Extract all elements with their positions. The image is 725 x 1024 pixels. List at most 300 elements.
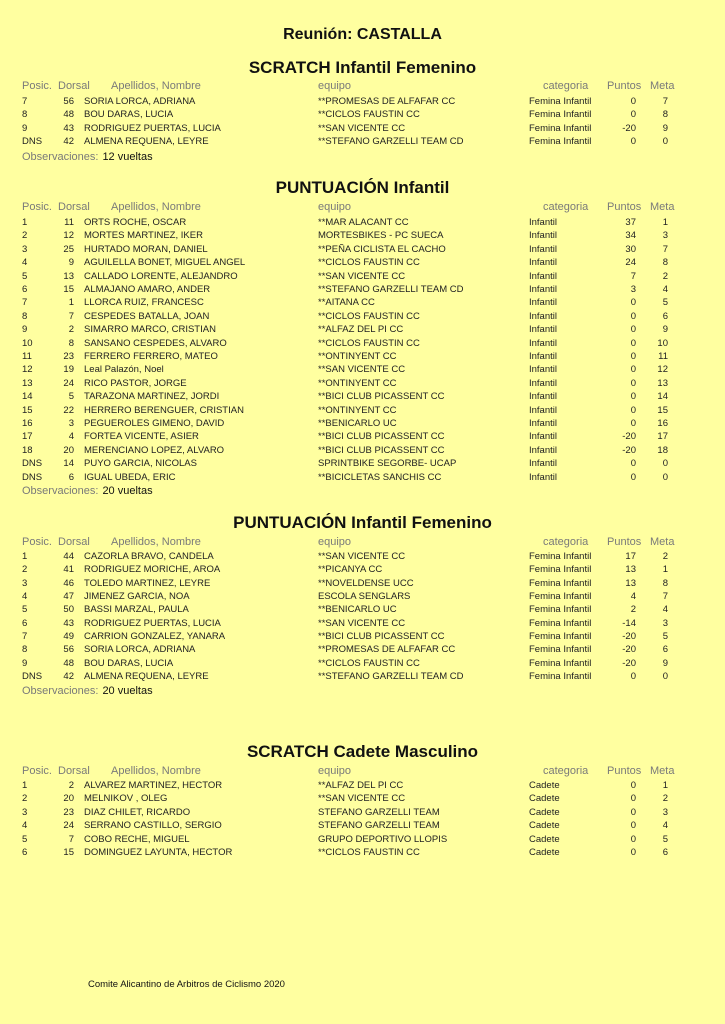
table-row bbox=[0, 631, 725, 644]
cell-cat: Femina Infantil bbox=[529, 109, 592, 121]
cell-team: **ALFAZ DEL PI CC bbox=[318, 324, 404, 336]
cell-pts: 13 bbox=[625, 564, 636, 576]
cell-pos: 10 bbox=[22, 337, 33, 349]
cell-dorsal: 2 bbox=[68, 324, 74, 336]
cell-pos: 9 bbox=[22, 324, 28, 336]
section-title: SCRATCH Infantil Femenino bbox=[248, 58, 477, 77]
cell-cat: Femina Infantil bbox=[529, 577, 592, 589]
cell-meta: 9 bbox=[662, 122, 668, 134]
cell-meta: 14 bbox=[657, 391, 668, 403]
cell-name: TARAZONA MARTINEZ, JORDI bbox=[84, 391, 220, 403]
header-meta: Meta bbox=[650, 536, 675, 548]
table-row bbox=[0, 297, 725, 310]
observations bbox=[22, 685, 153, 697]
cell-name: LLORCA RUIZ, FRANCESC bbox=[84, 297, 204, 309]
cell-team: **CICLOS FAUSTIN CC bbox=[318, 257, 420, 269]
cell-cat: Infantil bbox=[529, 404, 557, 416]
cell-meta: 9 bbox=[662, 324, 668, 336]
cell-pts: 17 bbox=[625, 551, 636, 562]
cell-pts: 0 bbox=[630, 96, 636, 107]
cell-dorsal: 42 bbox=[63, 135, 74, 147]
cell-pts: 0 bbox=[630, 391, 636, 403]
cell-name: BOU DARAS, LUCIA bbox=[84, 657, 174, 669]
header-team: equipo bbox=[318, 536, 352, 548]
cell-cat: Femina Infantil bbox=[529, 135, 592, 147]
observations-label: Observaciones: bbox=[22, 151, 99, 163]
cell-dorsal: 7 bbox=[68, 310, 74, 322]
cell-dorsal: 44 bbox=[63, 551, 74, 562]
cell-team: ESCOLA SENGLARS bbox=[318, 591, 411, 603]
cell-meta: 2 bbox=[662, 270, 668, 282]
cell-meta: 9 bbox=[662, 657, 668, 669]
cell-meta: 11 bbox=[658, 351, 668, 362]
cell-name: CAZORLA BRAVO, CANDELA bbox=[84, 551, 214, 562]
cell-meta: 12 bbox=[657, 364, 668, 376]
cell-pts: 0 bbox=[630, 780, 636, 791]
cell-pts: 0 bbox=[630, 404, 636, 416]
cell-pos: DNS bbox=[22, 135, 43, 147]
cell-team: **CICLOS FAUSTIN CC bbox=[318, 657, 420, 669]
cell-name: SERRANO CASTILLO, SERGIO bbox=[84, 820, 222, 832]
table-row bbox=[0, 671, 725, 684]
cell-dorsal: 46 bbox=[63, 577, 74, 589]
cell-cat: Infantil bbox=[529, 230, 557, 242]
section-title: PUNTUACIÓN Infantil bbox=[275, 178, 450, 197]
observations-label: Observaciones: bbox=[22, 485, 99, 497]
cell-cat: Infantil bbox=[529, 444, 557, 456]
table-row bbox=[0, 431, 725, 444]
cell-pts: 0 bbox=[630, 351, 636, 362]
cell-pos: DNS bbox=[22, 458, 43, 470]
cell-meta: 18 bbox=[657, 444, 668, 456]
cell-pos: 3 bbox=[22, 806, 28, 818]
cell-dorsal: 11 bbox=[64, 217, 74, 228]
cell-dorsal: 23 bbox=[63, 351, 74, 362]
cell-name: PEGUEROLES GIMENO, DAVID bbox=[84, 418, 225, 429]
table-row bbox=[0, 136, 725, 149]
cell-name: RODRIGUEZ MORICHE, AROA bbox=[84, 564, 221, 576]
table-row bbox=[0, 445, 725, 458]
observations-value: 20 vueltas bbox=[102, 685, 153, 697]
cell-name: MERENCIANO LOPEZ, ALVARO bbox=[84, 444, 225, 456]
cell-meta: 17 bbox=[657, 431, 668, 443]
cell-pos: 7 bbox=[22, 96, 28, 107]
cell-cat: Infantil bbox=[529, 391, 557, 403]
cell-cat: Femina Infantil bbox=[529, 551, 592, 562]
cell-cat: Infantil bbox=[529, 418, 557, 429]
cell-cat: Cadete bbox=[529, 820, 560, 832]
cell-name: JIMENEZ GARCIA, NOA bbox=[84, 591, 190, 603]
table-row bbox=[0, 217, 725, 230]
header-team: equipo bbox=[318, 201, 352, 213]
table-row bbox=[0, 551, 725, 564]
cell-team: GRUPO DEPORTIVO LLOPIS bbox=[318, 833, 448, 845]
cell-team: **BICI CLUB PICASSENT CC bbox=[318, 391, 445, 403]
cell-cat: Femina Infantil bbox=[529, 122, 592, 134]
cell-dorsal: 6 bbox=[68, 471, 74, 483]
cell-dorsal: 20 bbox=[63, 793, 74, 805]
cell-name: CALLADO LORENTE, ALEJANDRO bbox=[84, 270, 238, 282]
cell-pos: 3 bbox=[22, 577, 28, 589]
table-row bbox=[0, 405, 725, 418]
cell-team: **ONTINYENT CC bbox=[318, 404, 397, 416]
cell-dorsal: 13 bbox=[63, 270, 74, 282]
cell-team: **SAN VICENTE CC bbox=[318, 270, 406, 282]
cell-meta: 2 bbox=[662, 793, 668, 805]
table-row bbox=[0, 378, 725, 391]
cell-dorsal: 56 bbox=[63, 644, 74, 656]
cell-dorsal: 2 bbox=[68, 780, 74, 791]
header-cat: categoria bbox=[543, 536, 589, 548]
table-row bbox=[0, 311, 725, 324]
cell-meta: 10 bbox=[657, 337, 668, 349]
cell-team: **SAN VICENTE CC bbox=[318, 793, 406, 805]
cell-pts: 0 bbox=[630, 471, 636, 483]
table-header bbox=[0, 80, 725, 93]
header-dorsal: Dorsal bbox=[58, 536, 90, 548]
cell-name: BOU DARAS, LUCIA bbox=[84, 109, 174, 121]
table-row bbox=[0, 458, 725, 471]
table-row bbox=[0, 591, 725, 604]
cell-pos: 2 bbox=[22, 793, 28, 805]
cell-team: MORTESBIKES - PC SUECA bbox=[318, 230, 444, 242]
header-name: Apellidos, Nombre bbox=[111, 201, 201, 213]
cell-meta: 5 bbox=[662, 833, 668, 845]
cell-cat: Infantil bbox=[529, 431, 557, 443]
header-pos: Posic. bbox=[22, 201, 52, 213]
cell-cat: Femina Infantil bbox=[529, 604, 592, 616]
cell-pos: 7 bbox=[22, 297, 28, 309]
cell-name: HURTADO MORAN, DANIEL bbox=[84, 243, 208, 255]
cell-meta: 3 bbox=[662, 230, 668, 242]
cell-dorsal: 7 bbox=[68, 833, 74, 845]
table-row bbox=[0, 96, 725, 109]
cell-cat: Infantil bbox=[529, 270, 557, 282]
cell-name: TOLEDO MARTINEZ, LEYRE bbox=[84, 577, 211, 589]
observations-value: 20 vueltas bbox=[102, 485, 153, 497]
header-name: Apellidos, Nombre bbox=[111, 80, 201, 92]
cell-dorsal: 14 bbox=[63, 458, 74, 470]
cell-pts: -14 bbox=[622, 617, 636, 629]
cell-meta: 7 bbox=[662, 591, 668, 603]
cell-pts: 0 bbox=[630, 820, 636, 832]
cell-name: SANSANO CESPEDES, ALVARO bbox=[84, 337, 227, 349]
header-pts: Puntos bbox=[607, 201, 642, 213]
cell-team: **AITANA CC bbox=[318, 297, 375, 309]
cell-pts: 0 bbox=[630, 297, 636, 309]
cell-meta: 5 bbox=[662, 631, 668, 643]
cell-pos: 8 bbox=[22, 310, 28, 322]
cell-meta: 16 bbox=[657, 418, 668, 429]
cell-pos: 18 bbox=[22, 444, 33, 456]
cell-pts: 24 bbox=[625, 257, 636, 269]
cell-dorsal: 47 bbox=[63, 591, 74, 603]
cell-team: **PICANYA CC bbox=[318, 564, 383, 576]
cell-name: AGUILELLA BONET, MIGUEL ANGEL bbox=[84, 257, 246, 269]
cell-pts: -20 bbox=[622, 657, 636, 669]
cell-dorsal: 15 bbox=[63, 284, 74, 295]
table-row bbox=[0, 564, 725, 577]
cell-pos: 8 bbox=[22, 109, 28, 121]
cell-team: **STEFANO GARZELLI TEAM CD bbox=[318, 135, 464, 147]
cell-cat: Femina Infantil bbox=[529, 631, 592, 643]
header-meta: Meta bbox=[650, 80, 675, 92]
cell-dorsal: 56 bbox=[63, 96, 74, 107]
cell-name: Leal Palazón, Noel bbox=[84, 364, 164, 376]
cell-dorsal: 24 bbox=[63, 377, 74, 389]
table-row bbox=[0, 230, 725, 243]
cell-pos: DNS bbox=[22, 671, 43, 683]
table-row bbox=[0, 834, 725, 847]
cell-name: RODRIGUEZ PUERTAS, LUCIA bbox=[84, 617, 221, 629]
header-pos: Posic. bbox=[22, 765, 52, 777]
cell-meta: 2 bbox=[662, 551, 668, 562]
cell-team: **MAR ALACANT CC bbox=[318, 217, 409, 228]
cell-team: **ONTINYENT CC bbox=[318, 351, 397, 362]
table-row bbox=[0, 338, 725, 351]
cell-dorsal: 9 bbox=[68, 257, 74, 269]
cell-name: IGUAL UBEDA, ERIC bbox=[84, 471, 176, 483]
cell-name: ALVAREZ MARTINEZ, HECTOR bbox=[84, 780, 223, 791]
cell-pts: 2 bbox=[630, 604, 636, 616]
cell-pts: 0 bbox=[630, 793, 636, 805]
cell-dorsal: 48 bbox=[63, 657, 74, 669]
cell-cat: Femina Infantil bbox=[529, 671, 592, 683]
table-header bbox=[0, 765, 725, 778]
cell-cat: Infantil bbox=[529, 351, 557, 362]
cell-meta: 4 bbox=[662, 284, 668, 295]
header-cat: categoria bbox=[543, 80, 589, 92]
cell-team: **BENICARLO UC bbox=[318, 418, 397, 429]
cell-pts: 0 bbox=[630, 364, 636, 376]
cell-name: ALMENA REQUENA, LEYRE bbox=[84, 135, 209, 147]
cell-team: **CICLOS FAUSTIN CC bbox=[318, 847, 420, 858]
cell-pts: 0 bbox=[630, 337, 636, 349]
header-pts: Puntos bbox=[607, 80, 642, 92]
table-row bbox=[0, 604, 725, 617]
cell-pos: 6 bbox=[22, 284, 28, 295]
cell-meta: 6 bbox=[662, 644, 668, 656]
table-row bbox=[0, 324, 725, 337]
cell-team: **PROMESAS DE ALFAFAR CC bbox=[318, 644, 456, 656]
cell-pos: 2 bbox=[22, 564, 28, 576]
cell-dorsal: 8 bbox=[68, 337, 74, 349]
cell-team: **SAN VICENTE CC bbox=[318, 122, 406, 134]
table-row bbox=[0, 472, 725, 485]
header-team: equipo bbox=[318, 765, 352, 777]
cell-pts: 30 bbox=[625, 243, 636, 255]
cell-team: **STEFANO GARZELLI TEAM CD bbox=[318, 671, 464, 683]
cell-cat: Infantil bbox=[529, 377, 557, 389]
cell-dorsal: 22 bbox=[63, 404, 74, 416]
cell-team: **PEÑA CICLISTA EL CACHO bbox=[318, 243, 446, 255]
cell-meta: 5 bbox=[662, 297, 668, 309]
cell-name: DOMINGUEZ LAYUNTA, HECTOR bbox=[84, 847, 233, 858]
cell-cat: Infantil bbox=[529, 243, 557, 255]
cell-pts: 0 bbox=[630, 310, 636, 322]
cell-team: **SAN VICENTE CC bbox=[318, 617, 406, 629]
cell-team: **BICI CLUB PICASSENT CC bbox=[318, 631, 445, 643]
cell-pos: 7 bbox=[22, 631, 28, 643]
cell-pts: -20 bbox=[622, 431, 636, 443]
cell-name: BASSI MARZAL, PAULA bbox=[84, 604, 189, 616]
table-row bbox=[0, 807, 725, 820]
header-dorsal: Dorsal bbox=[58, 201, 90, 213]
cell-pos: 4 bbox=[22, 591, 28, 603]
cell-dorsal: 20 bbox=[63, 444, 74, 456]
cell-team: STEFANO GARZELLI TEAM bbox=[318, 806, 440, 818]
cell-pos: 9 bbox=[22, 657, 28, 669]
cell-pos: 4 bbox=[22, 257, 28, 269]
header-pts: Puntos bbox=[607, 765, 642, 777]
cell-name: RICO PASTOR, JORGE bbox=[84, 377, 187, 389]
cell-dorsal: 15 bbox=[63, 847, 74, 858]
table-row bbox=[0, 244, 725, 257]
table-row bbox=[0, 780, 725, 793]
cell-cat: Femina Infantil bbox=[529, 564, 592, 576]
cell-pts: 0 bbox=[630, 377, 636, 389]
observations-value: 12 vueltas bbox=[102, 151, 153, 163]
cell-team: **BICI CLUB PICASSENT CC bbox=[318, 444, 445, 456]
cell-meta: 3 bbox=[662, 617, 668, 629]
header-team: equipo bbox=[318, 80, 352, 92]
cell-pts: 0 bbox=[630, 135, 636, 147]
table-row bbox=[0, 820, 725, 833]
cell-team: **NOVELDENSE UCC bbox=[318, 577, 414, 589]
cell-meta: 0 bbox=[662, 671, 668, 683]
cell-pos: 6 bbox=[22, 617, 28, 629]
cell-dorsal: 1 bbox=[68, 297, 74, 309]
cell-name: ALMENA REQUENA, LEYRE bbox=[84, 671, 209, 683]
cell-meta: 8 bbox=[662, 577, 668, 589]
table-row bbox=[0, 123, 725, 136]
observations bbox=[22, 151, 153, 163]
cell-dorsal: 4 bbox=[68, 431, 74, 443]
header-name: Apellidos, Nombre bbox=[111, 765, 201, 777]
table-row bbox=[0, 418, 725, 431]
cell-meta: 0 bbox=[662, 458, 668, 470]
cell-pts: 0 bbox=[630, 458, 636, 470]
table-row bbox=[0, 847, 725, 860]
cell-pts: 34 bbox=[625, 230, 636, 242]
cell-pos: DNS bbox=[22, 471, 43, 483]
cell-pts: 0 bbox=[630, 324, 636, 336]
cell-pos: 5 bbox=[22, 604, 28, 616]
cell-cat: Infantil bbox=[529, 458, 557, 470]
cell-team: **SAN VICENTE CC bbox=[318, 364, 406, 376]
cell-team: STEFANO GARZELLI TEAM bbox=[318, 820, 440, 832]
cell-dorsal: 50 bbox=[63, 604, 74, 616]
cell-cat: Infantil bbox=[529, 337, 557, 349]
cell-team: **ALFAZ DEL PI CC bbox=[318, 780, 404, 791]
cell-team: **CICLOS FAUSTIN CC bbox=[318, 337, 420, 349]
cell-name: ORTS ROCHE, OSCAR bbox=[84, 217, 187, 228]
footer-text: Comite Alicantino de Arbitros de Ciclismo 2020 bbox=[88, 979, 285, 990]
cell-name: ALMAJANO AMARO, ANDER bbox=[84, 284, 211, 295]
cell-team: **CICLOS FAUSTIN CC bbox=[318, 310, 420, 322]
cell-team: **ONTINYENT CC bbox=[318, 377, 397, 389]
cell-dorsal: 48 bbox=[63, 109, 74, 121]
cell-cat: Femina Infantil bbox=[529, 96, 592, 107]
cell-meta: 8 bbox=[662, 257, 668, 269]
cell-team: **STEFANO GARZELLI TEAM CD bbox=[318, 284, 464, 295]
cell-dorsal: 19 bbox=[63, 364, 74, 376]
cell-team: **BENICARLO UC bbox=[318, 604, 397, 616]
cell-pts: 13 bbox=[625, 577, 636, 589]
cell-cat: Cadete bbox=[529, 833, 560, 845]
cell-cat: Cadete bbox=[529, 793, 560, 805]
cell-cat: Cadete bbox=[529, 806, 560, 818]
cell-pts: 0 bbox=[630, 833, 636, 845]
table-row bbox=[0, 271, 725, 284]
cell-pos: 8 bbox=[22, 644, 28, 656]
cell-name: HERRERO BERENGUER, CRISTIAN bbox=[84, 404, 244, 416]
cell-name: FORTEA VICENTE, ASIER bbox=[84, 431, 199, 443]
cell-name: CESPEDES BATALLA, JOAN bbox=[84, 310, 210, 322]
cell-dorsal: 25 bbox=[63, 243, 74, 255]
header-pos: Posic. bbox=[22, 536, 52, 548]
header-cat: categoria bbox=[543, 765, 589, 777]
header-meta: Meta bbox=[650, 765, 675, 777]
cell-pts: 0 bbox=[630, 806, 636, 818]
cell-cat: Infantil bbox=[529, 324, 557, 336]
cell-team: SPRINTBIKE SEGORBE- UCAP bbox=[318, 458, 457, 470]
cell-team: **CICLOS FAUSTIN CC bbox=[318, 109, 420, 121]
meeting-title: Reunión: CASTALLA bbox=[283, 26, 442, 43]
cell-meta: 1 bbox=[662, 780, 668, 791]
table-row bbox=[0, 109, 725, 122]
cell-pos: 4 bbox=[22, 820, 28, 832]
cell-cat: Femina Infantil bbox=[529, 617, 592, 629]
table-row bbox=[0, 618, 725, 631]
table-row bbox=[0, 257, 725, 270]
cell-pos: 17 bbox=[22, 431, 33, 443]
cell-name: MORTES MARTINEZ, IKER bbox=[84, 230, 203, 242]
header-pos: Posic. bbox=[22, 80, 52, 92]
cell-pts: 0 bbox=[630, 671, 636, 683]
cell-pos: 5 bbox=[22, 270, 28, 282]
section-title: PUNTUACIÓN Infantil Femenino bbox=[233, 513, 492, 532]
header-dorsal: Dorsal bbox=[58, 765, 90, 777]
cell-pts: 4 bbox=[630, 591, 636, 603]
cell-cat: Femina Infantil bbox=[529, 657, 592, 669]
cell-pos: 1 bbox=[22, 217, 28, 228]
table-row bbox=[0, 284, 725, 297]
cell-meta: 6 bbox=[662, 310, 668, 322]
cell-cat: Infantil bbox=[529, 217, 557, 228]
cell-team: **BICICLETAS SANCHIS CC bbox=[318, 471, 442, 483]
cell-dorsal: 12 bbox=[63, 230, 74, 242]
cell-name: SIMARRO MARCO, CRISTIAN bbox=[84, 324, 216, 336]
table-row bbox=[0, 578, 725, 591]
header-meta: Meta bbox=[650, 201, 675, 213]
cell-cat: Cadete bbox=[529, 780, 560, 791]
cell-meta: 4 bbox=[662, 820, 668, 832]
cell-pos: 2 bbox=[22, 230, 28, 242]
cell-cat: Infantil bbox=[529, 310, 557, 322]
table-row bbox=[0, 658, 725, 671]
cell-pos: 12 bbox=[22, 364, 33, 376]
cell-name: SORIA LORCA, ADRIANA bbox=[84, 644, 196, 656]
table-row bbox=[0, 391, 725, 404]
cell-pts: -20 bbox=[622, 631, 636, 643]
cell-pts: -20 bbox=[622, 444, 636, 456]
cell-pts: 0 bbox=[630, 847, 636, 858]
table-row bbox=[0, 793, 725, 806]
cell-cat: Infantil bbox=[529, 284, 557, 295]
cell-pos: 3 bbox=[22, 243, 28, 255]
observations-label: Observaciones: bbox=[22, 685, 99, 697]
